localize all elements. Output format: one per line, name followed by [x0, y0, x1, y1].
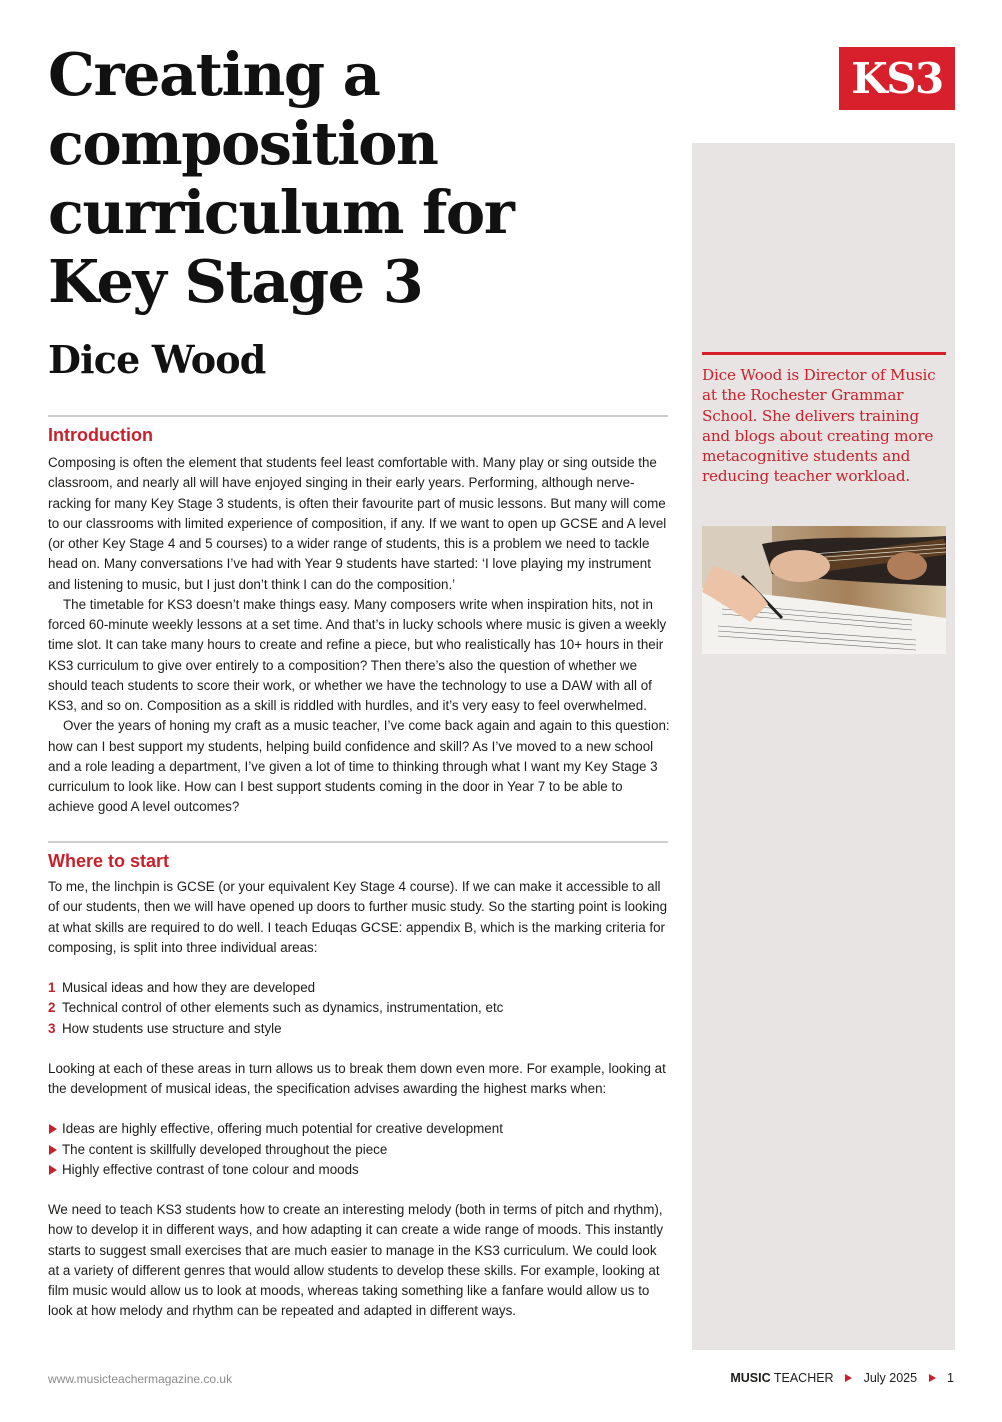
- list-item-text: Highly effective contrast of tone colour and moods: [62, 1161, 359, 1177]
- footer-brand-rest: TEACHER: [770, 1371, 834, 1385]
- section-divider: [48, 841, 668, 843]
- list-number: 1: [48, 980, 56, 995]
- guitar-and-sheet-music-photo: [702, 526, 946, 654]
- list-item-text: Technical control of other elements such as dynamics, instrumentation, etc: [62, 1000, 504, 1016]
- title-line: composition: [48, 109, 438, 178]
- list-item-text: Ideas are highly effective, offering much potential for creative development: [62, 1121, 503, 1137]
- author-name: Dice Wood: [48, 337, 266, 382]
- list-item: [48, 1140, 670, 1160]
- bullet-arrow-icon: [49, 1165, 57, 1175]
- paragraph: Looking at each of these areas in turn allows us to break them down even more. For example, looking at the development of musical ideas, the specification advises awarding the highest marks when:: [48, 1060, 666, 1096]
- footer-arrow-icon: [929, 1374, 936, 1382]
- numbered-list: [48, 978, 670, 1039]
- list-item-text: The content is skillfully developed throughout the piece: [62, 1141, 388, 1157]
- sidebar-divider: [702, 352, 946, 355]
- bullet-arrow-icon: [49, 1145, 57, 1155]
- paragraph: We need to teach KS3 students how to create an interesting melody (both in terms of pitch and rhythm), how to develop it in different ways, and how adapting it can create a wide range of moods. This instantly starts to suggest small exercises that are much easier to manage in the KS3 curriculum. We could look at a variety of different genres that would allow students to develop these skills. For example, looking at film music would allow us to look at moods, whereas taking something like a fanfare would allow us to look at how melody and rhythm can be repeated and adapted in different ways.: [48, 1202, 664, 1319]
- introduction-body: [48, 453, 670, 818]
- paragraph: The timetable for KS3 doesn’t make things easy. Many composers write when inspiration hits, not in forced 60-minute weekly lessons at a set time. And that’s in lucky schools where music is given a weekly time slot. It can take many hours to create and refine a piece, but who realistically has 10+ hours in their KS3 curriculum to give over entirely to a composition? Then there’s also the question of whether we should teach students to score their work, or whether we have the technology to use a DAW with all of KS3, and so on. Composition as a skill is riddled with hurdles, and it’s very easy to feel overwhelmed.: [48, 596, 667, 713]
- list-item-text: Musical ideas and how they are developed: [62, 980, 316, 995]
- footer-arrow-icon: [845, 1374, 852, 1382]
- title-line: curriculum for: [48, 178, 514, 247]
- bullet-arrow-icon: [49, 1124, 57, 1134]
- footer-date: July 2025: [863, 1371, 918, 1385]
- list-item: [48, 1160, 670, 1180]
- list-item-text: How students use structure and style: [62, 1020, 282, 1036]
- section-heading-where-to-start: Where to start: [48, 851, 170, 871]
- paragraph: To me, the linchpin is GCSE (or your equivalent Key Stage 4 course). If we can make it accessible to all of our students, then we will have opened up doors to further music study. So the starting point is looking at what skills are required to do well. I teach Eduqas GCSE: appendix B, which is the marking criteria for composing, is split into three individual areas:: [48, 879, 668, 955]
- paragraph: Over the years of honing my craft as a music teacher, I’ve come back again and again to this question: how can I best support my students, helping build confidence and skill? As I’ve moved to a new school and a role leading a department, I’ve given a lot of time to thinking through what I want my Key Stage 3 curriculum to look like. How can I best support students coming in the door in Year 7 to be able to achieve good A level outcomes?: [48, 718, 670, 815]
- list-number: 3: [48, 1020, 56, 1036]
- bullet-list: [48, 1119, 670, 1180]
- list-item: [48, 978, 670, 998]
- section-heading-introduction: Introduction: [48, 425, 153, 445]
- list-item: [48, 998, 670, 1018]
- article-title: [48, 40, 668, 316]
- title-line: Creating a: [48, 40, 380, 109]
- page-number: 1: [947, 1371, 954, 1385]
- footer-url[interactable]: www.musicteachermagazine.co.uk: [48, 1372, 233, 1386]
- paragraph: Composing is often the element that students feel least comfortable with. Many play or sing outside the classroom, and nearly all will have enjoyed singing in their early years. Performing, although nerve-racking for many Key Stage 3 students, is often their favourite part of music lessons. But many will come to our classrooms with limited experience of composition, if any. If we want to open up GCSE and A level (or other Key Stage 4 and 5 courses) to a wider range of students, this is a problem we need to tackle head on. Many conversations I’ve had with Year 9 students have started: ‘I love playing my instrument and listening to music, but I just don’t think I can do the composition.’: [48, 455, 667, 592]
- list-item: [48, 1019, 670, 1039]
- where-to-start-body: [48, 877, 670, 1322]
- ks3-badge: KS3: [839, 47, 955, 110]
- footer-masthead: [730, 1371, 954, 1385]
- footer-brand-bold: MUSIC: [730, 1371, 771, 1385]
- title-line: Key Stage 3: [48, 247, 423, 316]
- author-bio: Dice Wood is Director of Music at the Rochester Grammar School. She delivers training and blogs about creating more metacognitive students and reducing teacher workload.: [702, 366, 936, 486]
- sidebar-panel: [692, 143, 955, 1350]
- section-divider: [48, 415, 668, 417]
- list-item: [48, 1119, 670, 1139]
- photo-illustration: [702, 526, 946, 654]
- list-number: 2: [48, 1000, 56, 1016]
